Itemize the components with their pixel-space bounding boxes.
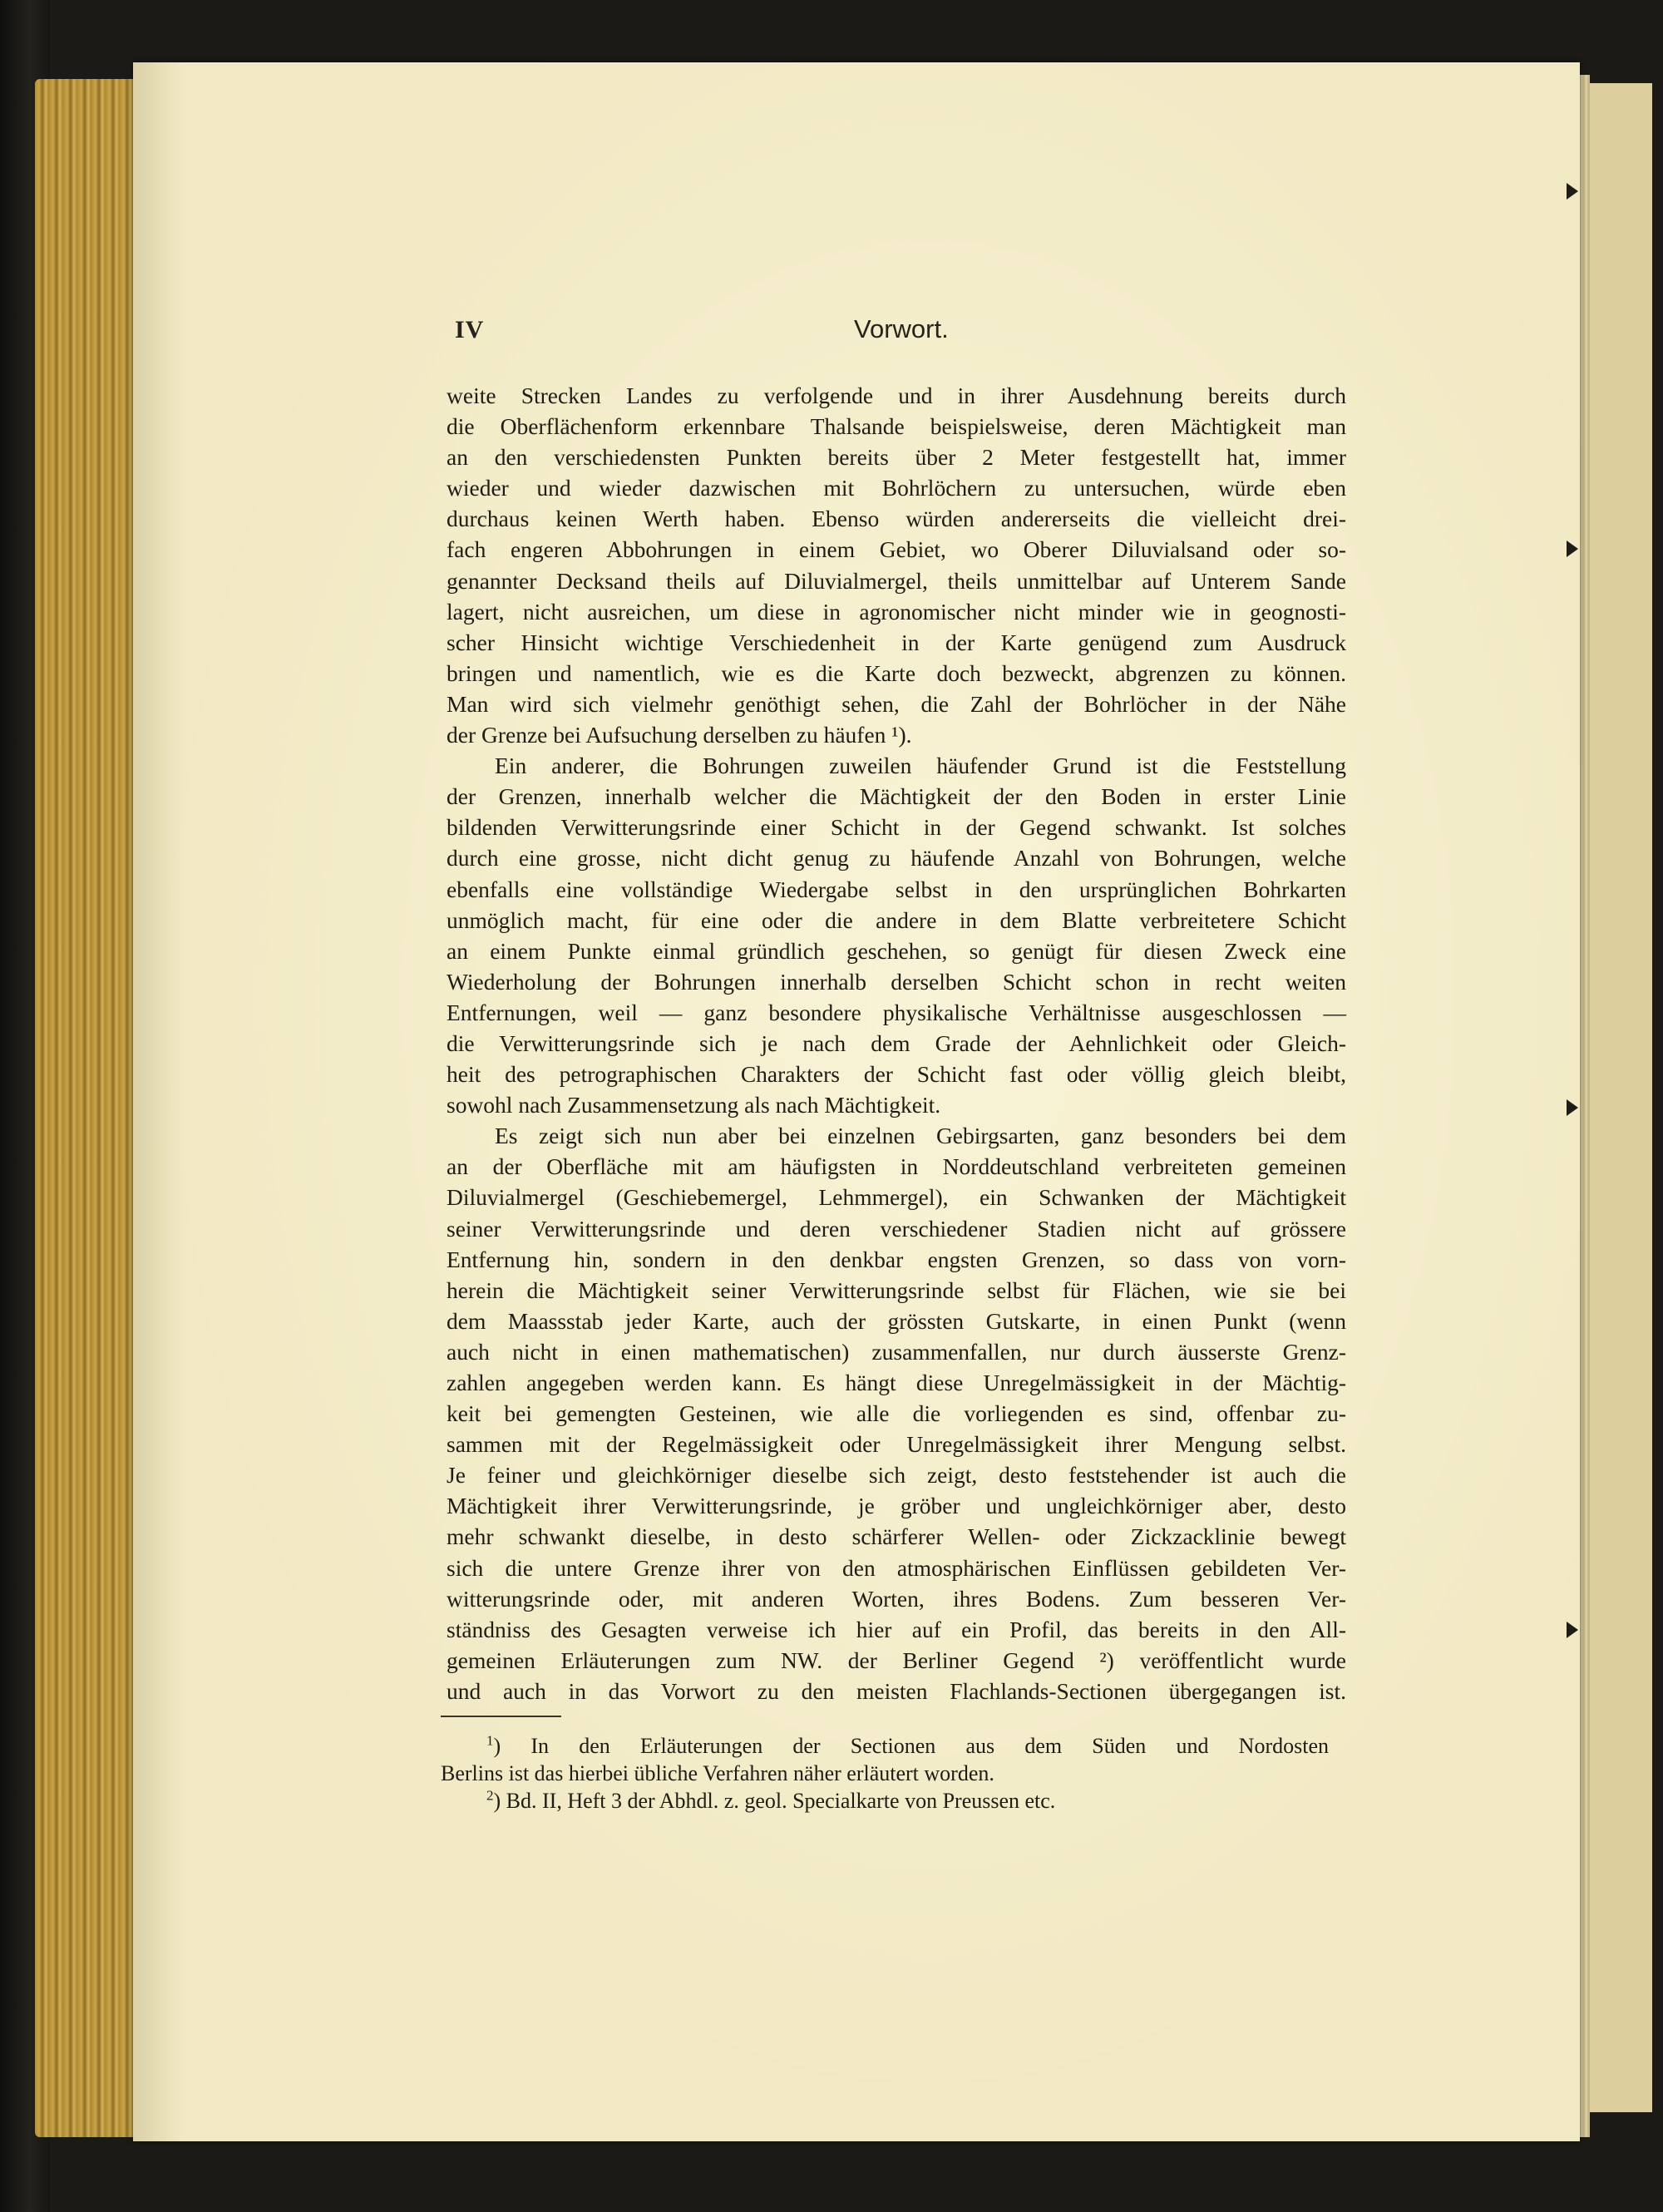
footnote-marker: 1 [486, 1732, 494, 1749]
text-line: und auch in das Vorwort zu den meisten Flachlands-Sectionen übergegangen ist. [447, 1677, 1346, 1704]
footnote-text: ) Bd. II, Heft 3 der Abhdl. z. geol. Specialkarte von Preussen etc. [493, 1789, 1056, 1813]
text-line: Mächtigkeit ihrer Verwitterungsrinde, je gröber und ungleichkörniger aber, desto [447, 1493, 1346, 1519]
text-line: Entfernung hin, sondern in den denkbar engsten Grenzen, so dass von vorn- [447, 1246, 1346, 1272]
footnotes [441, 1732, 1329, 1815]
text-line: dem Maassstab jeder Karte, auch der grössten Gutskarte, in einen Punkt (wenn [447, 1307, 1346, 1334]
footnote-2 [441, 1787, 1329, 1815]
text-line: an der Oberfläche mit am häufigsten in Norddeutschland verbreiteten gemeinen [447, 1153, 1346, 1180]
text-line: sowohl nach Zusammensetzung als nach Mächtigkeit. [447, 1092, 941, 1118]
text-line: der Grenzen, innerhalb welcher die Mächtigkeit der den Boden in erster Linie [447, 783, 1346, 810]
bookmark-tab-marker [1567, 183, 1578, 200]
text-line: genannter Decksand theils auf Diluvialmergel, theils unmittelbar auf Unterem Sande [447, 567, 1346, 594]
running-header [455, 314, 1345, 356]
page-edges-left [35, 79, 139, 2137]
text-line: unmöglich macht, für eine oder die andere in dem Blatte verbreitetere Schicht [447, 906, 1346, 933]
bookmark-tab-marker [1567, 1622, 1578, 1638]
text-line: Wiederholung der Bohrungen innerhalb derselben Schicht schon in recht weiten [447, 968, 1346, 995]
text-line: Diluvialmergel (Geschiebemergel, Lehmmergel), ein Schwanken der Mächtigkeit [447, 1184, 1346, 1211]
footnote-1-continuation: Berlins ist das hierbei übliche Verfahren näher erläutert worden. [441, 1761, 994, 1785]
text-line: die Verwitterungsrinde sich je nach dem Grade der Aehnlichkeit oder Gleich- [447, 1029, 1346, 1056]
next-leaf [1588, 83, 1652, 2112]
text-line: keit bei gemengten Gesteinen, wie alle die vorliegenden es sind, offenbar zu- [447, 1400, 1346, 1427]
text-line: durch eine grosse, nicht dicht genug zu häufende Anzahl von Bohrungen, welche [447, 845, 1346, 871]
footnote-text: ) In den Erläuterungen der Sectionen aus dem Süden und Nordosten [493, 1734, 1329, 1758]
footnote-marker: 2 [486, 1787, 494, 1804]
text-line: an den verschiedensten Punkten bereits über 2 Meter festgestellt hat, immer [447, 444, 1346, 471]
text-line: bringen und namentlich, wie es die Karte doch bezweckt, abgrenzen zu können. [447, 659, 1346, 686]
text-line: bildenden Verwitterungsrinde einer Schicht in der Gegend schwankt. Ist solches [447, 814, 1346, 841]
bookmark-tab-marker [1567, 1099, 1578, 1116]
text-line: sammen mit der Regelmässigkeit oder Unregelmässigkeit ihrer Mengung selbst. [447, 1431, 1346, 1458]
text-line: weite Strecken Landes zu verfolgende und in ihrer Ausdehnung bereits durch [447, 383, 1346, 408]
text-line: der Grenze bei Aufsuchung derselben zu häufen ¹). [447, 722, 912, 748]
text-line: durchaus keinen Werth haben. Ebenso würden andererseits die vielleicht drei- [447, 506, 1346, 532]
text-line: gemeinen Erläuterungen zum NW. der Berliner Gegend ²) veröffentlicht wurde [447, 1647, 1346, 1673]
text-line: Entfernungen, weil — ganz besondere physikalische Verhältnisse ausgeschlossen — [447, 999, 1346, 1025]
text-line: lagert, nicht ausreichen, um diese in agronomischer nicht minder wie in geognosti- [447, 598, 1346, 625]
text-line: scher Hinsicht wichtige Verschiedenheit in der Karte genügend zum Ausdruck [447, 629, 1346, 655]
text-line: Man wird sich vielmehr genöthigt sehen, die Zahl der Bohrlöcher in der Nähe [447, 690, 1346, 717]
text-line: fach engeren Abbohrungen in einem Gebiet, wo Oberer Diluvialsand oder so- [447, 536, 1346, 563]
body-text [447, 380, 1346, 1706]
text-line: auch nicht in einen mathematischen) zusammenfallen, nur durch äusserste Grenz- [447, 1338, 1346, 1365]
text-line: Ein anderer, die Bohrungen zuweilen häufender Grund ist die Feststellung [495, 753, 1346, 779]
text-line: an einem Punkte einmal gründlich geschehen, so genügt für diesen Zweck eine [447, 937, 1346, 964]
bookmark-tab-marker [1567, 541, 1578, 557]
footnote-1 [441, 1732, 1329, 1760]
running-title: Vorwort. [854, 314, 949, 343]
text-line: wieder und wieder dazwischen mit Bohrlöchern zu untersuchen, würde eben [447, 475, 1346, 501]
text-line: Je feiner und gleichkörniger dieselbe sich zeigt, desto feststehender ist auch die [447, 1462, 1346, 1489]
text-line: Es zeigt sich nun aber bei einzelnen Gebirgsarten, ganz besonders bei dem [495, 1123, 1346, 1149]
text-line: mehr schwankt dieselbe, in desto schärferer Wellen- oder Zickzacklinie bewegt [447, 1523, 1346, 1550]
text-line: zahlen angegeben werden kann. Es hängt diese Unregelmässigkeit in der Mächtig- [447, 1370, 1346, 1395]
text-line: ebenfalls eine vollständige Wiedergabe selbst in den ursprünglichen Bohrkarten [447, 876, 1346, 902]
text-line: sich die untere Grenze ihrer von den atmosphärischen Einflüssen gebildeten Ver- [447, 1554, 1346, 1581]
footnote-rule [441, 1716, 561, 1717]
page-number: IV [455, 316, 485, 343]
text-line: herein die Mächtigkeit seiner Verwitterungsrinde selbst für Flächen, wie sie bei [447, 1276, 1346, 1303]
text-line: witterungsrinde oder, mit anderen Worten, ihres Bodens. Zum besseren Ver- [447, 1585, 1346, 1612]
text-line: seiner Verwitterungsrinde und deren verschiedener Stadien nicht auf grössere [447, 1215, 1346, 1242]
text-line: ständniss des Gesagten verweise ich hier auf ein Profil, das bereits in den All- [447, 1616, 1346, 1642]
text-line: die Oberflächenform erkennbare Thalsande beispielsweise, deren Mächtigkeit man [447, 413, 1346, 440]
text-line: heit des petrographischen Charakters der Schicht fast oder völlig gleich bleibt, [447, 1061, 1346, 1088]
